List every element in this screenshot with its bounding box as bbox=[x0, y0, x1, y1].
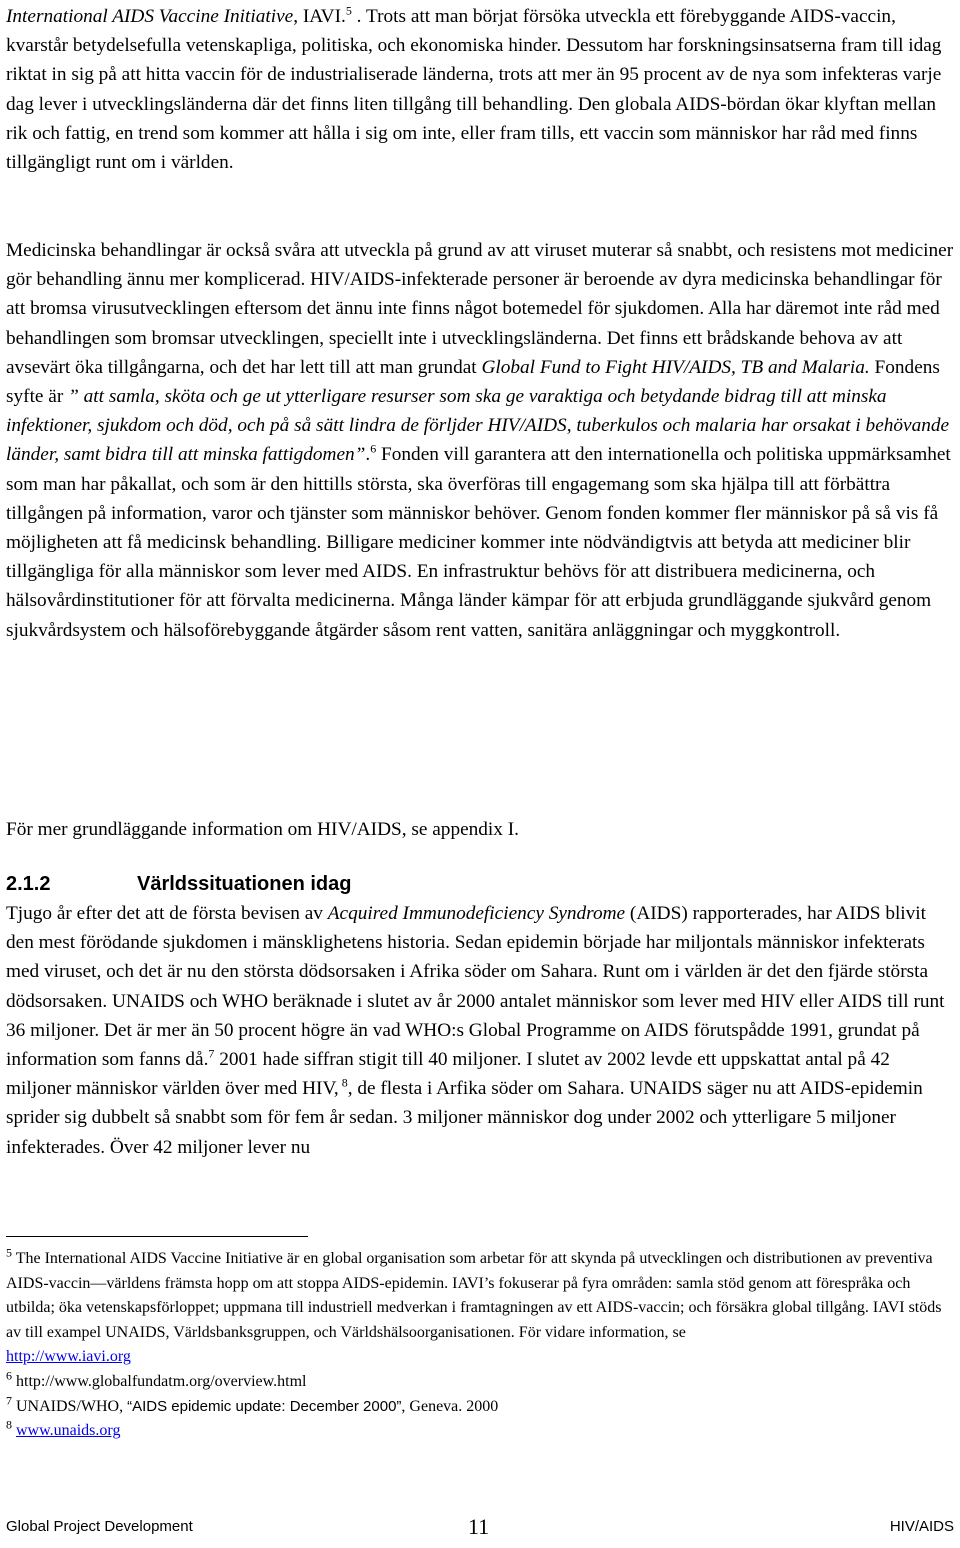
footnote-ref-8[interactable]: 8 bbox=[338, 1075, 348, 1090]
fund-purpose-quote: ” att samla, sköta och ge ut ytterligare resurser som ska ge varaktiga och betydande bidrag till att minska infektioner, sjukdom och död, och på så sätt lindra de förljder HIV/AIDS, tuberkulos och malaria har orsakat i behövande länder, samt bidra till att minska fattigdomen” bbox=[6, 386, 950, 466]
footnote-separator bbox=[6, 1236, 308, 1237]
section-number: 2.1.2 bbox=[6, 873, 51, 895]
footnote-5-number: 5 bbox=[6, 1245, 12, 1260]
paragraph-treatment bbox=[6, 236, 954, 645]
footnote-7-title: “AIDS epidemic update: December 2000” bbox=[127, 1397, 402, 1415]
paragraph-world-situation bbox=[6, 899, 954, 1162]
footnote-6-text: http://www.globalfundatm.org/overview.html bbox=[12, 1372, 307, 1390]
section-title: Världssituationen idag bbox=[137, 873, 352, 895]
footnote-8-number: 8 bbox=[6, 1417, 12, 1432]
paragraph-treatment-text-a: Medicinska behandlingar är också svåra att utveckla på grund av att viruset muterar så snabbt, och resistens mot mediciner gör behandling ännu mer komplicerad. HIV/AIDS-infekterade personer är beroende av dyra medicinska behandlingar för att bromsa virusutvecklingen eftersom det ännu inte finns något botemedel för sjukdomen. Alla har däremot inte råd med behandlingen som bromsar utvecklingen, speciellt inte i utvecklingsländerna. Det finns ett brådskande behova av att avsevärt öka tillgångarna, och det har lett till att man grundat bbox=[6, 240, 954, 378]
footnote-8 bbox=[6, 1419, 954, 1444]
iavi-link[interactable]: http://www.iavi.org bbox=[6, 1348, 131, 1366]
iavi-name: International AIDS Vaccine Initiative bbox=[6, 6, 294, 27]
aids-full-name: Acquired Immunodeficiency Syndrome bbox=[327, 903, 626, 924]
paragraph-treatment-text-d: Fonden vill garantera att den internationella och politiska uppmärksamhet som man har påkallat, och som är den hittills största, ska överföras till engagemang som ska hjälpa till att förbättra tillgången på information, varor och tjänster som människor behöver. Genom fonden kommer fler människor på så vis få möjligheten att få medicinsk behandling. Billigare mediciner kommer inte nödvändigtvis att betyda att mediciner blir tillgängliga för alla människor som lever med AIDS. En infrastruktur behövs för att distribuera medicinerna, och hälsovårdinstitutioner för att förvalta medicinerna. Många länder kämpar för att erbjuda grundläggande sjukvård genom sjukvårdsystem och hälsoförebyggande åtgärder såsom rent vatten, sanitära anläggningar och myggkontroll. bbox=[6, 444, 951, 641]
paragraph-iavi bbox=[6, 2, 954, 177]
page-footer bbox=[6, 1512, 954, 1542]
period: . bbox=[365, 444, 371, 466]
paragraph-world-text-d: , de flesta i Arfika söder om Sahara. UNAIDS säger nu att AIDS-epidemin sprider sig dubbelt så snabbt som för fem år sedan. 3 miljoner människor dog under 2002 och ytterligare 5 miljoner infekterades. Över 42 miljoner lever nu bbox=[6, 1078, 923, 1158]
section-heading bbox=[6, 870, 351, 898]
footnote-ref-7[interactable]: 7 bbox=[208, 1046, 215, 1061]
footnote-5-text: The International AIDS Vaccine Initiative är en global organisation som arbetar för att skynda på utvecklingen och distributionen av preventiva AIDS-vaccin—världens främsta hopp om att stoppa AIDS-epidemin. IAVI’s fokuserar på fyra områden: samla stöd genom att förespråka och utbilda; öka vetenskapsförloppet; uppmana till industriell medverkan i framtagningen av ett AIDS-vaccin; och försäkra global tillgång. IAVI stöds av till exampel UNAIDS, Världsbanksgruppen, och Världshälsoorganisationen. För vidare information, se bbox=[6, 1250, 942, 1341]
footnote-5 bbox=[6, 1247, 954, 1370]
footnotes bbox=[6, 1247, 954, 1444]
footnote-7-place: , Geneva. 2000 bbox=[401, 1397, 499, 1415]
paragraph-appendix-ref: För mer grundläggande information om HIV/AIDS, se appendix I. bbox=[6, 819, 519, 840]
footnote-ref-5[interactable]: 5 bbox=[345, 3, 352, 18]
footer-right: HIV/AIDS bbox=[889, 1518, 954, 1535]
paragraph-treatment-text-b: Fondens syfte är bbox=[6, 356, 940, 408]
unaids-link[interactable]: www.unaids.org bbox=[16, 1422, 121, 1440]
footer-left: Global Project Development bbox=[6, 1518, 193, 1535]
footnote-7-number: 7 bbox=[6, 1393, 12, 1408]
footnote-6-number: 6 bbox=[6, 1368, 12, 1383]
footnote-7-source: UNAIDS/WHO, bbox=[12, 1397, 128, 1415]
paragraph-world-text-a: Tjugo år efter det att de första bevisen av bbox=[6, 903, 328, 924]
paragraph-world-text-c: 2001 hade siffran stigit till 40 miljoner. I slutet av 2002 levde ett uppskattat antal på 42 miljoner människor världen över med HIV, bbox=[6, 1049, 890, 1100]
global-fund-name: Global Fund to Fight HIV/AIDS, TB and Malaria. bbox=[481, 356, 870, 378]
footnote-6 bbox=[6, 1370, 954, 1395]
iavi-abbrev: , IAVI. bbox=[293, 6, 346, 27]
paragraph-iavi-text: . Trots att man börjat försöka utveckla ett förebyggande AIDS-vaccin, kvarstår betydelsefulla vetenskapliga, politiska, och ekonomiska hinder. Dessutom har forskningsinsatserna fram till idag riktat in sig på att hitta vaccin för de industrialiserade länderna, trots att mer än 95 procent av de nya som infekteras varje dag lever i utvecklingsländerna där det finns liten tillgång till behandling. Den globala AIDS-bördan ökar klyftan mellan rik och fattig, en trend som kommer att hålla i sig om inte, eller fram tills, ett vaccin som människor har råd med finns tillgängligt runt om i världen. bbox=[6, 6, 942, 174]
footnote-7 bbox=[6, 1395, 954, 1420]
footnote-ref-6[interactable]: 6 bbox=[370, 442, 377, 456]
paragraph-world-text-b: (AIDS) rapporterades, har AIDS blivit den mest förödande sjukdomen i mänsklighetens historia. Sedan epidemin började har miljontals människor infekterats med viruset, och det är nu den största dödsorsaken i Afrika söder om Sahara. Runt om i världen är det den fjärde största dödsorsaken. UNAIDS och WHO beräknade i slutet av år 2000 antalet människor som lever med HIV eller AIDS till runt 36 miljoner. Det är mer än 50 procent högre än vad WHO:s Global Programme on AIDS förutspådde 1991, grundat på information som fanns då. bbox=[6, 903, 945, 1071]
page-number: 11 bbox=[468, 1514, 490, 1539]
